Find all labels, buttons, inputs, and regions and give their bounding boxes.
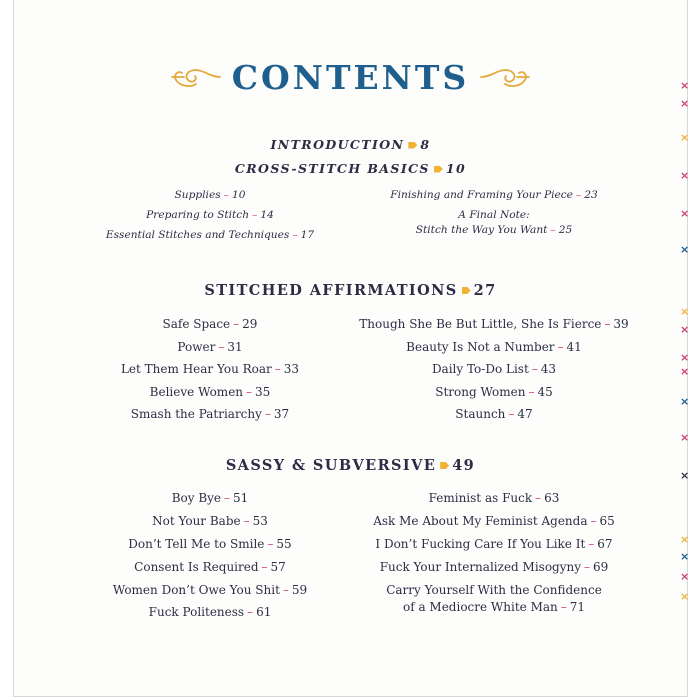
entry-page: 43 xyxy=(540,362,557,376)
entry-page: 57 xyxy=(270,560,286,574)
list-item xyxy=(384,224,604,236)
entry-page: 41 xyxy=(566,340,582,354)
cross-stitch-icon: × xyxy=(680,550,690,563)
list-item xyxy=(359,537,629,551)
entry-title: Ask Me About My Feminist Agenda xyxy=(373,514,588,528)
dash-icon: – xyxy=(218,340,225,354)
entry-title: Stitch the Way You Want xyxy=(415,224,548,236)
section-page: 27 xyxy=(473,282,497,299)
dash-icon: – xyxy=(233,317,240,331)
dash-icon: – xyxy=(528,385,535,399)
list-item xyxy=(384,209,604,221)
entry-page: 63 xyxy=(544,491,560,505)
entry-page: 17 xyxy=(300,229,315,241)
cross-stitch-icon: × xyxy=(680,590,690,603)
dash-icon: – xyxy=(224,491,231,505)
entry-title: Fuck Politeness xyxy=(148,605,245,619)
list-item xyxy=(90,583,330,597)
entry-title: Let Them Hear You Roar xyxy=(120,362,272,376)
cross-stitch-icon: × xyxy=(680,365,690,378)
dash-icon: – xyxy=(292,229,298,241)
entry-page: 33 xyxy=(283,362,300,376)
section-sassy-subversive xyxy=(14,457,687,474)
cross-stitch-icon: × xyxy=(680,79,690,92)
entry-title: Women Don’t Owe You Shit xyxy=(112,583,280,597)
entry-title: Beauty Is Not a Number xyxy=(406,340,555,354)
entry-page: 29 xyxy=(242,317,258,331)
entry-title: Though She Be But Little, She Is Fierce xyxy=(359,317,602,331)
section-page: 8 xyxy=(420,137,431,152)
list-item xyxy=(100,560,320,574)
list-item xyxy=(359,560,629,574)
cross-stitch-icon: × xyxy=(680,395,690,408)
entry-title: Strong Women xyxy=(435,385,526,399)
dash-icon: – xyxy=(508,407,515,421)
dash-icon: – xyxy=(267,537,274,551)
list-item xyxy=(384,362,604,376)
dash-icon: – xyxy=(243,514,250,528)
title-row xyxy=(14,52,690,102)
entry-page: 37 xyxy=(273,407,290,421)
section-page: 49 xyxy=(452,457,476,474)
entry-page: 10 xyxy=(231,189,246,201)
entry-page: 65 xyxy=(599,514,615,528)
entry-page: 31 xyxy=(227,340,243,354)
dash-icon: – xyxy=(246,385,253,399)
page-title: CONTENTS xyxy=(231,57,470,97)
list-item xyxy=(374,491,614,505)
list-item xyxy=(384,340,604,354)
dash-icon: – xyxy=(588,537,595,551)
entry-page: 51 xyxy=(233,491,249,505)
entry-page: 61 xyxy=(256,605,272,619)
entry-title: Daily To-Do List xyxy=(431,362,529,376)
section-page: 10 xyxy=(445,161,467,176)
entry-page: 69 xyxy=(593,560,609,574)
list-item xyxy=(100,605,320,619)
entry-page: 71 xyxy=(569,600,586,614)
entry-title: Not Your Babe xyxy=(152,514,241,528)
entry-title: Safe Space xyxy=(162,317,231,331)
entry-page: 35 xyxy=(255,385,271,399)
cross-stitch-icon: × xyxy=(680,207,690,220)
entry-title: Carry Yourself With the Confidence xyxy=(386,583,602,597)
list-item xyxy=(100,362,320,376)
entry-title: Smash the Patriarchy xyxy=(130,407,262,421)
entry-page: 55 xyxy=(276,537,292,551)
dash-icon: – xyxy=(247,605,254,619)
list-item xyxy=(110,189,310,201)
left-flourish-icon xyxy=(170,64,222,90)
list-item xyxy=(100,385,320,399)
entry-title: A Final Note: xyxy=(458,209,530,221)
dash-icon: – xyxy=(584,560,591,574)
dash-icon: – xyxy=(252,209,258,221)
section-label: INTRODUCTION xyxy=(270,137,405,152)
entry-title: Supplies xyxy=(174,189,221,201)
dash-icon: – xyxy=(261,560,268,574)
cross-stitch-icon: × xyxy=(680,243,690,256)
entry-title: Essential Stitches and Techniques xyxy=(105,229,290,241)
cross-stitch-icon: × xyxy=(680,351,690,364)
list-item xyxy=(384,385,604,399)
entry-title: Power xyxy=(177,340,216,354)
dash-icon: – xyxy=(282,583,289,597)
section-label: SASSY & SUBVERSIVE xyxy=(225,457,437,474)
entry-title: Consent Is Required xyxy=(134,560,259,574)
section-stitched-affirmations xyxy=(14,282,687,299)
list-item xyxy=(100,340,320,354)
section-label: STITCHED AFFIRMATIONS xyxy=(204,282,458,299)
list-item xyxy=(100,514,320,528)
list-item xyxy=(359,514,629,528)
entry-page: 39 xyxy=(613,317,629,331)
entry-page: 45 xyxy=(537,385,553,399)
entry-title: Preparing to Stitch xyxy=(146,209,250,221)
list-item xyxy=(359,600,629,614)
right-flourish-icon xyxy=(479,64,531,90)
cross-stitch-icon: × xyxy=(680,323,690,336)
list-item xyxy=(359,583,629,597)
list-item xyxy=(90,229,330,241)
dash-icon: – xyxy=(531,362,538,376)
cross-stitch-icon: × xyxy=(680,469,690,482)
entry-title: Don’t Tell Me to Smile xyxy=(128,537,265,551)
dash-icon: – xyxy=(274,362,281,376)
entry-page: 23 xyxy=(584,189,598,201)
list-item xyxy=(384,407,604,421)
list-item xyxy=(354,317,634,331)
cross-stitch-icon: × xyxy=(680,570,690,583)
cross-stitch-icon: × xyxy=(680,131,690,144)
entry-title: Finishing and Framing Your Piece xyxy=(390,189,573,201)
entry-page: 14 xyxy=(260,209,274,221)
list-item xyxy=(384,189,604,201)
section-cross-stitch-basics xyxy=(14,161,687,176)
list-item xyxy=(100,317,320,331)
dash-icon: – xyxy=(535,491,542,505)
cross-stitch-icon: × xyxy=(680,431,690,444)
entry-page: 67 xyxy=(597,537,613,551)
dash-icon: – xyxy=(550,224,556,236)
arrow-icon xyxy=(462,287,471,294)
list-item xyxy=(100,407,320,421)
section-label: CROSS-STITCH BASICS xyxy=(234,161,430,176)
entry-title: Believe Women xyxy=(149,385,244,399)
entry-title: Boy Bye xyxy=(171,491,222,505)
entry-title: Staunch xyxy=(455,407,506,421)
entry-title: Feminist as Fuck xyxy=(428,491,533,505)
entry-title: Fuck Your Internalized Misogyny xyxy=(379,560,582,574)
entry-title: I Don’t Fucking Care If You Like It xyxy=(375,537,586,551)
cross-stitch-icon: × xyxy=(680,305,690,318)
dash-icon: – xyxy=(223,189,229,201)
dash-icon: – xyxy=(264,407,271,421)
dash-icon: – xyxy=(590,514,597,528)
dash-icon: – xyxy=(575,189,582,201)
arrow-icon xyxy=(440,462,449,469)
list-item xyxy=(100,491,320,505)
entry-page: 53 xyxy=(252,514,268,528)
entry-page: 25 xyxy=(558,224,573,236)
dash-icon: – xyxy=(560,600,567,614)
arrow-icon xyxy=(434,166,443,173)
cross-stitch-icon: × xyxy=(680,169,690,182)
dash-icon: – xyxy=(557,340,564,354)
section-introduction xyxy=(14,137,687,152)
cross-stitch-icon: × xyxy=(680,97,690,110)
entry-page: 59 xyxy=(291,583,308,597)
list-item xyxy=(100,537,320,551)
dash-icon: – xyxy=(604,317,611,331)
book-page xyxy=(13,0,688,697)
entry-title: of a Mediocre White Man xyxy=(402,600,558,614)
entry-page: 47 xyxy=(517,407,533,421)
list-item xyxy=(110,209,310,221)
cross-stitch-icon: × xyxy=(680,533,690,546)
arrow-icon xyxy=(408,142,417,149)
